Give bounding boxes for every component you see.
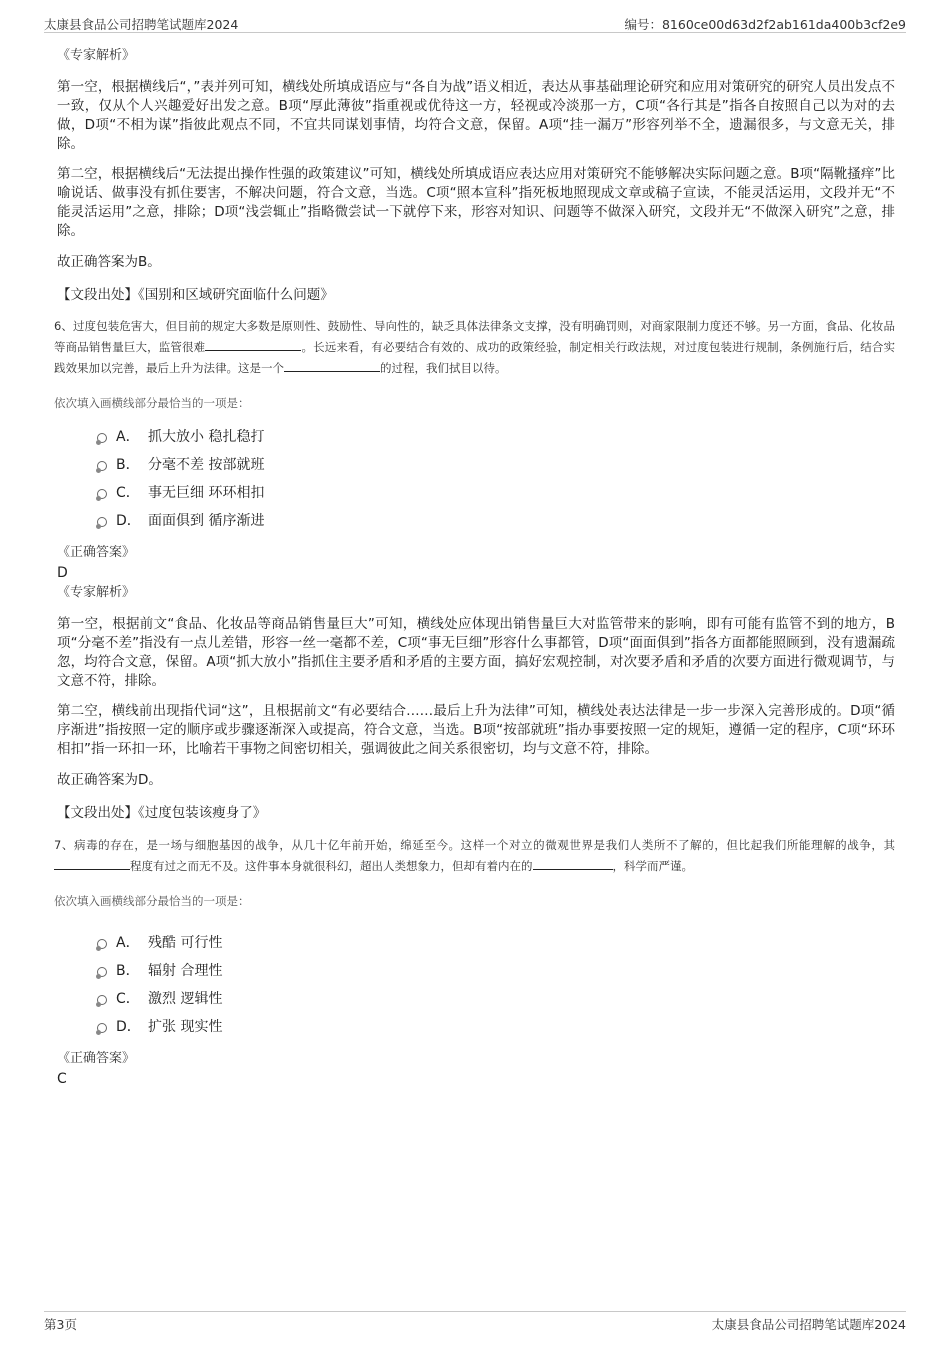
q7-option-b[interactable]: B． 辐射 合理性 [97, 957, 895, 985]
q6-source: 【文段出处】《过度包装该瘦身了》 [57, 805, 267, 821]
page-footer [44, 1311, 906, 1334]
q7-blank-1 [54, 856, 130, 870]
radio-icon[interactable] [97, 939, 107, 949]
q6-question-text [54, 316, 895, 379]
q7-prompt: 依次填入画横线部分最恰当的一项是： [54, 894, 250, 908]
q6-answer: D [57, 565, 68, 581]
q6-option-d[interactable]: D． 面面俱到 循序渐进 [97, 507, 895, 535]
q7-text-part-1: 7、病毒的存在，是一场与细胞基因的战争，从几十亿年前开始，绵延至今。这样一个对立的微观世界是我们人类所不了解的，但比起我们所能理解的战争，其 [54, 838, 895, 852]
q5-analysis-paragraph-1: 第一空，根据横线后“，”表并列可知，横线处所填成语应与“各自为战”语义相近，表达从事基础理论研究和应用对策研究的研究人员出发点不一致，仅从个人兴趣爱好出发之意。B项“厚此薄彼”指重视或优待这一方，轻视或冷淡那一方，C项“各行其是”指各自按照自己以为对的去做，D项“不相为谋”指彼此观点不同，不宜共同谋划事情，均符合文意，保留。A项“挂一漏万”形容列举不全，遗漏很多，与文意无关，排除。 [57, 79, 895, 152]
q6-text-part-1: 6、过度包装危害大，但目前的规定大多数是原则性、鼓励性、导向性的，缺乏具体法律条文支撑，没有明确罚则，对商家限制力度还不够。另一方面，食品、化妆品等商品销售量巨大，监管很难 [54, 319, 895, 354]
q5-analysis-label: 《专家解析》 [57, 48, 136, 63]
q7-options [57, 929, 895, 1041]
q7-text-part-3: ，科学而严谨。 [612, 859, 693, 873]
q6-analysis-label: 《专家解析》 [57, 585, 136, 600]
radio-icon[interactable] [97, 517, 107, 527]
q6-text-part-2: 。长远来看，有必要结合有效的、成功的政策经验，制定相关行政法规，对过度包装进行规制，条例施行后，结合实践效果加以完善，最后上升为法律。这是一个 [54, 340, 895, 375]
q6-blank-1 [205, 337, 301, 351]
q6-option-a[interactable]: A． 抓大放小 稳扎稳打 [97, 423, 895, 451]
page-header [44, 12, 906, 33]
q7-option-a[interactable]: A． 残酷 可行性 [97, 929, 895, 957]
q6-analysis-paragraph-1: 第一空，根据前文“食品、化妆品等商品销售量巨大”可知，横线处应体现出销售量巨大对监管带来的影响，即有可能有监管不到的地方，B项“分毫不差”指没有一点儿差错，形容一丝一毫都不差，C项“事无巨细”形容什么事都管，D项“面面俱到”指各方面都能照顾到，没有遗漏疏忽，均符合文意，保留。A项“抓大放小”指抓住主要矛盾和矛盾的主要方面，搞好宏观控制，对次要矛盾和矛盾的次要方面进行微观调节，与文意不符，排除。 [57, 616, 895, 689]
page-content [54, 46, 895, 1089]
q5-analysis-paragraph-2: 第二空，根据横线后“无法提出操作性强的政策建议”可知，横线处所填成语应表达应用对策研究不能够解决实际问题之意。B项“隔靴搔痒”比喻说话、做事没有抓住要害，不解决问题，符合文意，当选。C项“照本宣科”指死板地照现成文章或稿子宣读，不能灵活运用，文段并无“不能灵活运用”之意，排除；D项“浅尝辄止”指略微尝试一下就停下来，形容对知识、问题等不做深入研究，文段并无“不做深入研究”之意，排除。 [57, 166, 895, 239]
q6-answer-label: 《正确答案》 [57, 545, 136, 560]
q6-option-b[interactable]: B． 分毫不差 按部就班 [97, 451, 895, 479]
q7-question-text [54, 835, 895, 877]
radio-icon[interactable] [97, 489, 107, 499]
page-number: 第3页 [44, 1317, 77, 1332]
q6-option-c[interactable]: C． 事无巨细 环环相扣 [97, 479, 895, 507]
radio-icon[interactable] [97, 433, 107, 443]
q6-prompt: 依次填入画横线部分最恰当的一项是： [54, 396, 250, 410]
q7-answer-label: 《正确答案》 [57, 1051, 136, 1066]
radio-icon[interactable] [97, 461, 107, 471]
radio-icon[interactable] [97, 995, 107, 1005]
footer-title: 太康县食品公司招聘笔试题库2024 [711, 1317, 906, 1332]
q7-text-part-2: 程度有过之而无不及。这件事本身就很科幻，超出人类想象力，但却有着内在的 [130, 859, 533, 873]
q6-conclusion: 故正确答案为D。 [57, 772, 162, 788]
q7-answer: C [57, 1071, 67, 1087]
q6-text-part-3: 的过程，我们拭目以待。 [380, 361, 507, 375]
q5-source: 【文段出处】《国别和区域研究面临什么问题》 [57, 287, 334, 303]
q7-option-c[interactable]: C． 激烈 逻辑性 [97, 985, 895, 1013]
header-document-id: 编号：8160ce00d63d2f2ab161da400b3cf2e9 [624, 17, 906, 32]
q5-conclusion: 故正确答案为B。 [57, 254, 161, 270]
q6-blank-2 [284, 358, 380, 372]
q7-option-d[interactable]: D． 扩张 现实性 [97, 1013, 895, 1041]
radio-icon[interactable] [97, 967, 107, 977]
header-title: 太康县食品公司招聘笔试题库2024 [44, 17, 239, 32]
radio-icon[interactable] [97, 1023, 107, 1033]
q6-options [57, 423, 895, 535]
q6-analysis-paragraph-2: 第二空，横线前出现指代词“这”，且根据前文“有必要结合……最后上升为法律”可知，横线处表达法律是一步一步深入完善形成的。D项“循序渐进”指按照一定的顺序或步骤逐渐深入或提高，符合文意，当选。B项“按部就班”指办事要按照一定的规矩，遵循一定的程序，C项“环环相扣”指一环扣一环，比喻若干事物之间密切相关，强调彼此之间关系很密切，均与文意不符，排除。 [57, 703, 895, 757]
q7-blank-2 [533, 856, 613, 870]
